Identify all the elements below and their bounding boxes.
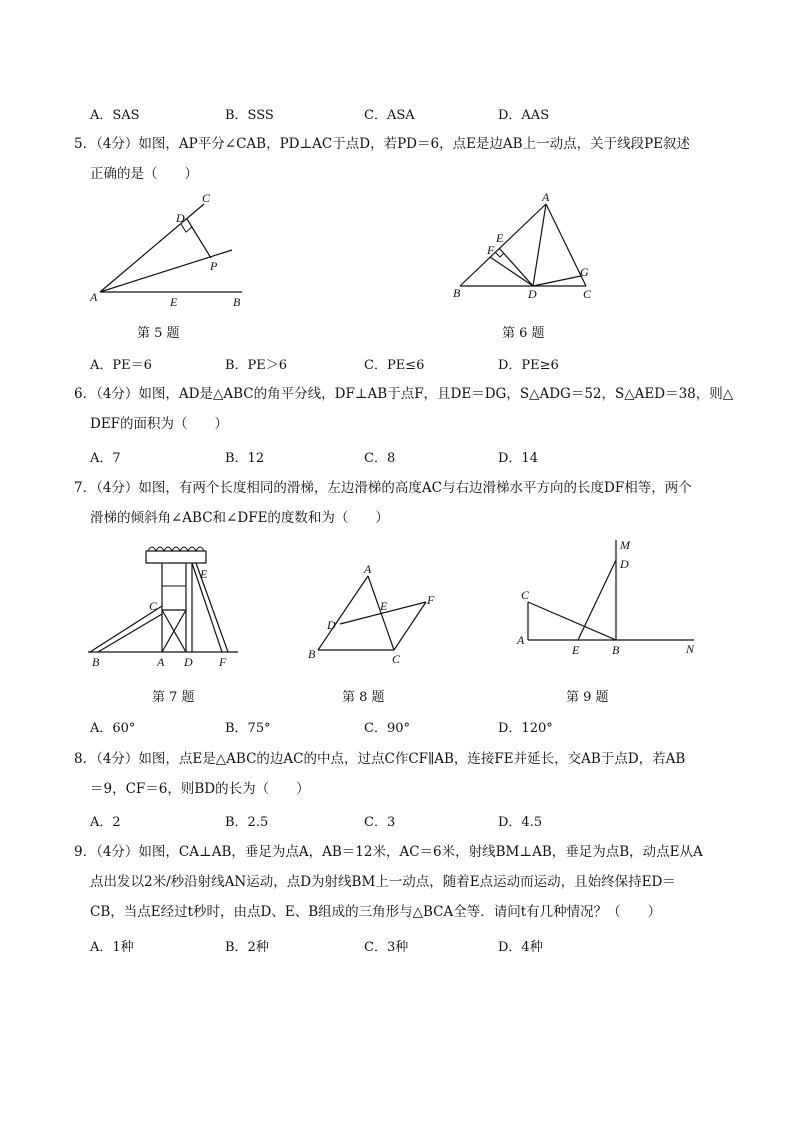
q6-label-g: G [580,265,589,279]
q6-option-a: A．7 [90,451,121,466]
q9-option-c: C．3种 [364,940,409,955]
q6-option-b: B．12 [225,451,265,466]
q9-label-m: M [620,538,630,552]
q8-label-e: E [380,599,388,613]
q8-label-a: A [364,562,372,576]
q7-option-d: D．120° [498,721,553,736]
q8-label-b: B [308,647,316,661]
q9-option-d: D．4种 [498,940,543,955]
q5-label-e: E [170,295,178,309]
q9-label-e: E [572,643,580,657]
figure-q5 [86,188,256,313]
q9-label-n: N [686,642,695,656]
q5-label-d: D [176,211,185,225]
q5-option-d: D．PE≥6 [498,358,559,373]
q6-option-c: C．8 [364,451,396,466]
q7-stem-line1: 7．（4分）如图，有两个长度相同的滑梯，左边滑梯的高度AC与右边滑梯水平方向的长度DF相等，两个 [74,480,692,496]
q5-label-a: A [90,290,98,304]
q8-stem-line1: 8．（4分）如图，点E是△ABC的边AC的中点，过点C作CF∥AB，连接FE并延长，交AB于点D，若AB [74,751,686,767]
q9-figure-caption: 第 9 题 [566,690,609,705]
q6-label-d: D [528,287,537,301]
figure-q6 [446,190,606,310]
q6-stem-line1: 6．（4分）如图，AD是△ABC的角平分线，DF⊥AB于点F，且DE＝DG，S△ADG＝52，S△AED＝38，则△ [74,386,734,402]
figure-q9 [512,532,707,662]
q5-label-c: C [202,191,211,205]
q5-option-c: C．PE≤6 [364,358,425,373]
q6-figure-caption: 第 6 题 [502,326,545,341]
q8-stem-line2: ＝9，CF＝6，则BD的长为（ ） [90,781,310,797]
q8-label-f: F [427,593,435,607]
q7-option-c: C．90° [364,721,410,736]
q9-stem-line2: 点出发以2米/秒沿射线AN运动，点D为射线BM上一动点，随着E点运动而运动，且始终保持ED＝ [90,874,676,890]
q4-option-b: B．SSS [225,108,274,123]
q7-label-d: D [184,655,193,669]
figure-q7 [86,538,246,673]
q8-option-b: B．2.5 [225,815,269,830]
q9-label-a: A [517,633,525,647]
q9-option-b: B．2种 [225,940,269,955]
q8-label-d: D [327,618,336,632]
q9-label-b: B [612,643,620,657]
q7-label-c: C [149,599,158,613]
q8-option-a: A．2 [90,815,121,830]
q9-stem-line1: 9．（4分）如图，CA⊥AB，垂足为点A，AB＝12米，AC＝6米，射线BM⊥AB，垂足为点B，动点E从A [74,844,703,860]
q8-figure-caption: 第 8 题 [342,690,385,705]
q6-label-f: F [487,243,495,257]
q9-label-c: C [521,588,530,602]
q4-option-d: D．AAS [498,108,550,123]
q7-option-b: B．75° [225,721,271,736]
q6-option-d: D．14 [498,451,538,466]
q5-label-b: B [233,295,241,309]
q4-option-a: A．SAS [90,108,140,123]
q5-stem-line1: 5．（4分）如图，AP平分∠CAB，PD⊥AC于点D，若PD＝6，点E是边AB上一动点，关于线段PE叙述 [74,136,691,152]
q7-stem-line2: 滑梯的倾斜角∠ABC和∠DFE的度数和为（ ） [90,510,389,526]
q5-option-a: A．PE＝6 [90,358,152,373]
q5-stem-line2: 正确的是（ ） [90,166,198,182]
q9-label-d: D [620,557,629,571]
q7-label-a: A [157,655,165,669]
q8-option-c: C．3 [364,815,396,830]
q7-figure-caption: 第 7 题 [152,690,195,705]
q6-label-c: C [583,287,592,301]
q5-option-b: B．PE＞6 [225,358,288,373]
q7-label-e: E [200,567,208,581]
q5-figure-caption: 第 5 题 [137,326,180,341]
q6-label-e: E [496,231,504,245]
q6-stem-line2: DEF的面积为（ ） [90,416,229,432]
q5-label-p: P [210,259,218,273]
figure-q8 [306,562,446,672]
q6-label-b: B [453,286,461,300]
q7-option-a: A．60° [90,721,136,736]
q7-label-f: F [219,655,227,669]
q9-stem-line3: CB，当点E经过t秒时，由点D、E、B组成的三角形与△BCA全等．请问t有几种情况？（ ） [90,904,662,920]
q6-label-a: A [542,190,550,204]
q4-option-c: C．ASA [364,108,415,123]
q8-option-d: D．4.5 [498,815,543,830]
q9-option-a: A．1种 [90,940,134,955]
q7-label-b: B [92,655,100,669]
q8-label-c: C [392,652,401,666]
